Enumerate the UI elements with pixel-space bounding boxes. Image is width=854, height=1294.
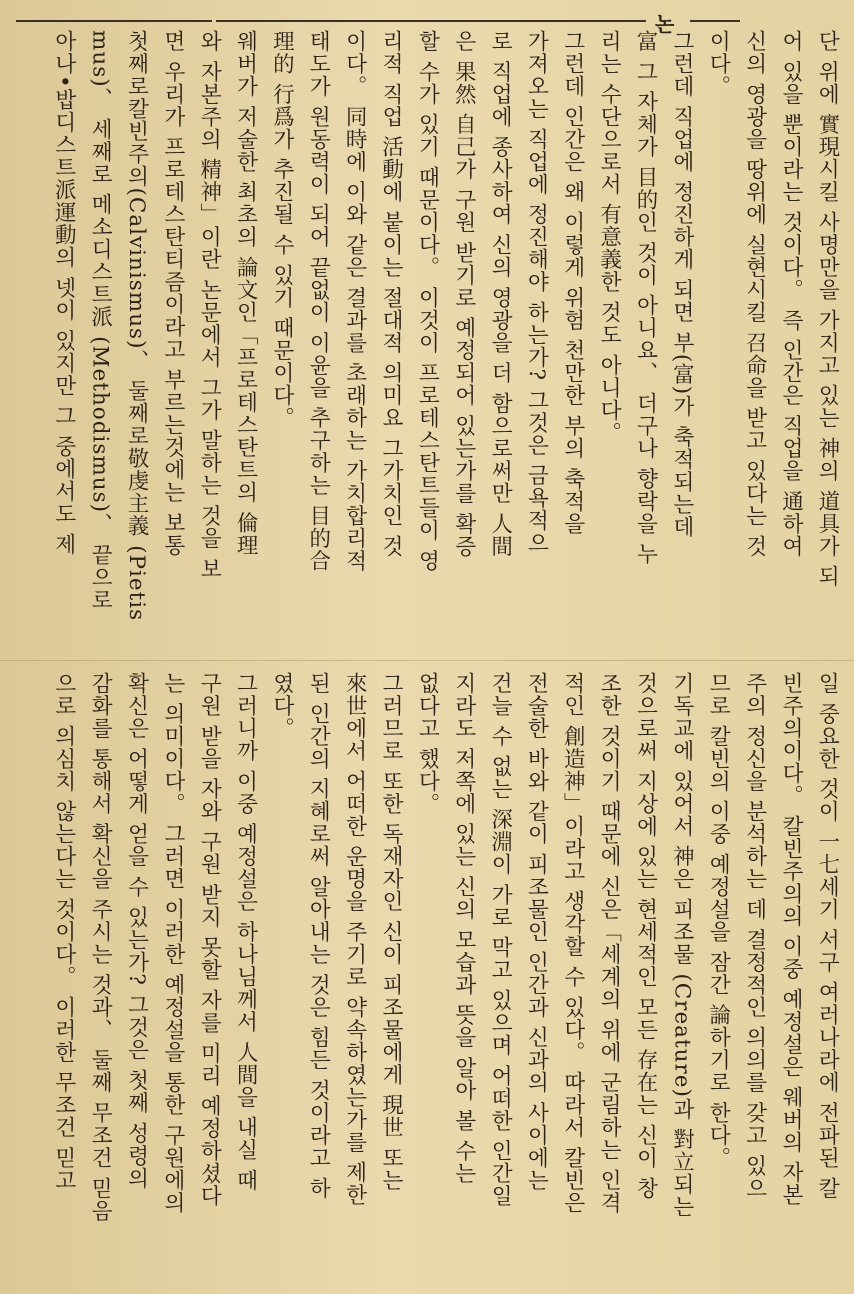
page-fold-line bbox=[0, 660, 854, 661]
text-column: 건늘 수 없는 深淵이 가로 막고 있으며 어떠한 인간일 bbox=[487, 672, 513, 1208]
text-column: 지라도 저쪽에 있는 신의 모습과 뜻을 알아 볼 수는 bbox=[451, 672, 477, 1185]
text-column: 는 의미이다。 그러면 이러한 예정설을 통한 구원에의 bbox=[160, 672, 186, 1215]
header-rule-left bbox=[16, 20, 212, 22]
text-column: 태도가 원동력이 되어 끝없이 이윤을 추구하는 目的合 bbox=[305, 30, 331, 573]
text-column: 된 인간의 지혜로써 알아내는 것은 힘든 것이라고 하 bbox=[305, 672, 331, 1200]
text-column: 감화를 통해서 확신을 주시는 것과、 둘째 무조건 믿음 bbox=[87, 672, 113, 1222]
text-column: 가져오는 직업에 정진해야 하는가? 그것은 금욕적으 bbox=[523, 30, 549, 555]
text-column: 전술한 바와 같이 피조물인 인간과 신과의 사이에는 bbox=[523, 672, 549, 1192]
text-column: 리적 직업 活動에 붙이는 절대적 의미요 그가치인 것 bbox=[378, 30, 404, 558]
text-column: 면 우리가 프로테스탄티즘이라고 부르는것에는 보통 bbox=[160, 30, 186, 557]
text-column: 빈주의이다。 칼빈주의의 이중 예정설은 웨버의 자본 bbox=[778, 672, 804, 1207]
text-column: 그런데 인간은 왜 이렇게 위험 천만한 부의 축적을 bbox=[560, 30, 586, 535]
text-column: 은 果然 自己가 구원 받기로 예정되어 있는가를 확증 bbox=[451, 30, 477, 558]
text-column: mus)、 세째로 메소디스트派 (Methodismus)、 끝으로 bbox=[87, 30, 113, 611]
text-column: 할 수가 있기 때문이다。 이것이 프로테스탄트들이 영 bbox=[414, 30, 440, 573]
text-column: 아나•밥디스트派運動의 넷이 있지만 그 중에서도 제 bbox=[51, 30, 77, 556]
text-column: 첫째로칼빈주의(Calvinismus)、 둘째로敬虔主義 (Pietis bbox=[123, 30, 149, 622]
text-column: 로 직업에 종사하여 신의 영광을 더 함으로써만 人間 bbox=[487, 30, 513, 558]
text-column: 그러므로 또한 독재자인 신이 피조물에게 現世 또는 bbox=[378, 672, 404, 1192]
text-column: 이다。 bbox=[705, 30, 731, 98]
text-column: 것으로써 지상에 있는 현세적인 모든 存在는 신이 창 bbox=[633, 672, 659, 1200]
text-column: 富 그 자체가 目的인 것이 아니요、 더구나 향락을 누 bbox=[633, 30, 659, 566]
text-column: 므로 칼빈의 이중 예정설을 잠간 論하기로 한다。 bbox=[705, 672, 731, 1170]
text-column: 조한 것이기 때문에 신은「세계의 위에 군림하는 인격 bbox=[596, 672, 622, 1215]
text-column: 어 있을 뿐이라는 것이다。 즉 인간은 직업을 通하여 bbox=[778, 30, 804, 558]
text-column: 신의 영광을 땅위에 실현시킬 召命을 받고 있다는 것 bbox=[742, 30, 768, 558]
text-column: 리는 수단으로서 有意義한 것도 아니다。 bbox=[596, 30, 622, 444]
text-block-top bbox=[46, 30, 846, 660]
text-column: 來世에서 어떠한 운명을 주기로 약속하였는가를 제한 bbox=[342, 672, 368, 1207]
text-column: 기독교에 있어서 神은 피조물 (Creature)과 對立되는 bbox=[669, 672, 695, 1219]
text-column: 으로 의심치 않는다는 것이다。 이러한 무조건 믿고 bbox=[51, 672, 77, 1192]
text-column: 그런데 직업에 정진하게 되면 부(富)가 축적되는데 bbox=[669, 30, 695, 538]
text-column: 와 자본주의 精神」이란 논문에서 그가 말하는 것을 보 bbox=[196, 30, 222, 580]
text-column: 이다。 同時에 이와 같은 결과를 초래하는 가치합리적 bbox=[342, 30, 368, 573]
text-column: 적인 創造神」이라고 생각할 수 있다。 따라서 칼빈은 bbox=[560, 672, 586, 1215]
header-rule-right bbox=[690, 20, 740, 22]
text-block-bottom bbox=[46, 672, 846, 1284]
text-column: 없다고 했다。 bbox=[414, 672, 440, 815]
text-column: 확신은 어떻게 얻을 수 있는가? 그것은 첫째 성령의 bbox=[123, 672, 149, 1190]
text-column: 단 위에 實現시킬 사명만을 가지고 있는 神의 道具가 되 bbox=[814, 30, 840, 588]
text-column: 웨버가 저술한 최초의 論文인「프로테스탄트의 倫理 bbox=[233, 30, 259, 557]
text-column: 理的 行爲가 추진될 수 있기 때문이다。 bbox=[269, 30, 295, 430]
text-column: 그러니까 이중 예정설은 하나님께서 人間을 내실 때 bbox=[233, 672, 259, 1192]
header-rule-middle bbox=[216, 20, 646, 22]
text-column: 주의 정신을 분석하는 데 결정적인 의의를 갖고 있으 bbox=[742, 672, 768, 1200]
text-column: 일 중요한 것이 一七세기 서구 여러나라에 전파된 칼 bbox=[814, 672, 840, 1200]
text-column: 였다。 bbox=[269, 672, 295, 740]
text-column: 구원 받을 자와 구원 받지 못할 자를 미리 예정하셨다 bbox=[196, 672, 222, 1208]
running-header: 논 bbox=[655, 12, 675, 36]
